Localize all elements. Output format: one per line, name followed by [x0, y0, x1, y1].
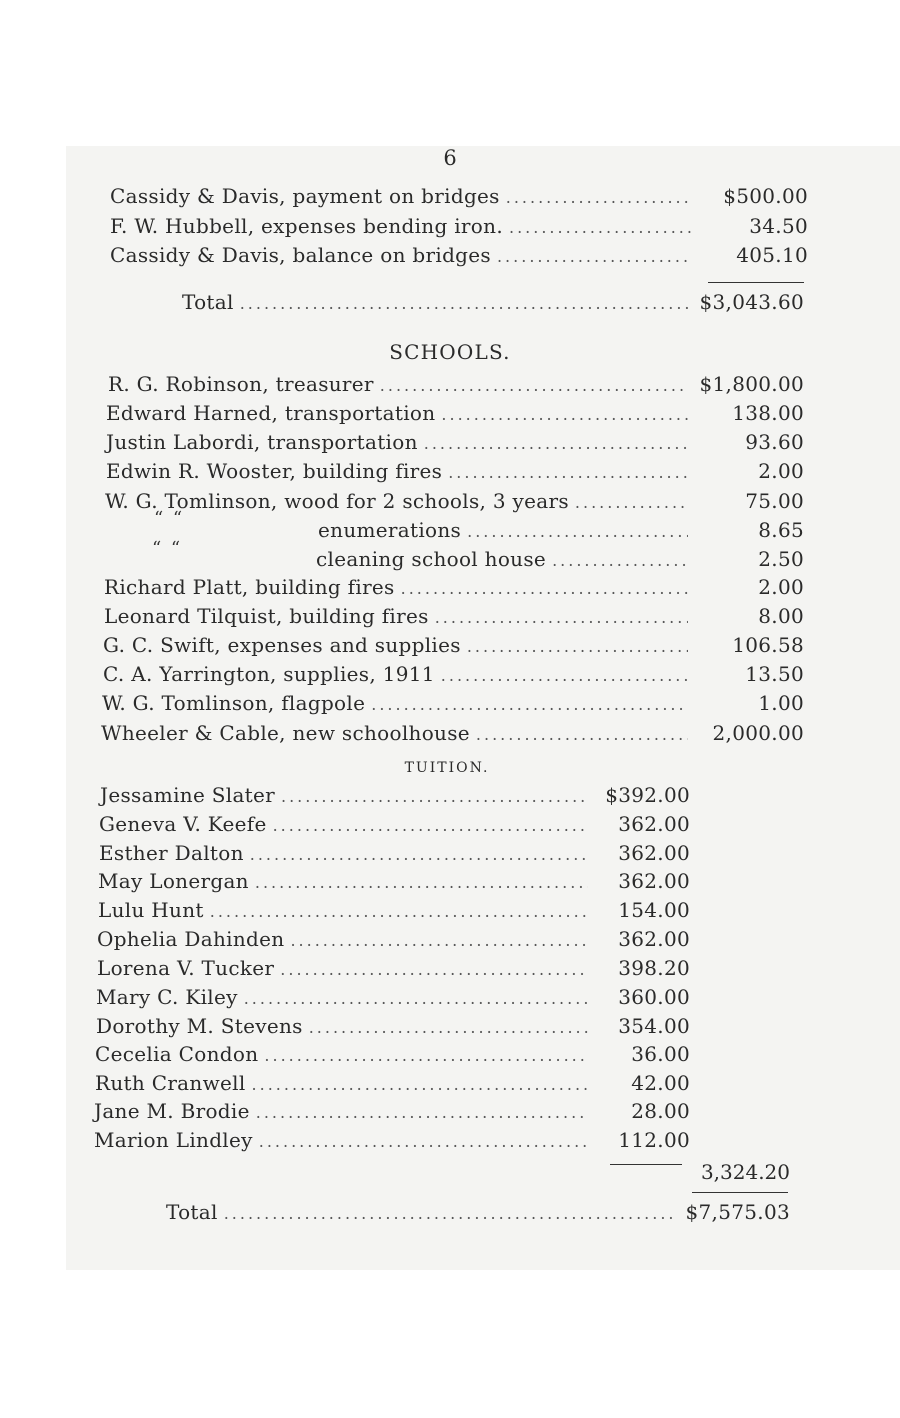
leader-dots — [250, 841, 588, 869]
entry-label: Edward Harned, transportation — [106, 401, 436, 425]
entry-label: W. G. Tomlinson, flagpole — [102, 691, 366, 715]
leader-dots — [435, 604, 688, 632]
entry-label: Wheeler & Cable, new schoolhouse — [101, 721, 470, 745]
entry-amount: 138.00 — [732, 401, 804, 425]
leader-dots — [509, 214, 692, 242]
tuition-amount: 360.00 — [618, 985, 690, 1009]
ledger-row — [103, 660, 804, 688]
ledger-row — [104, 573, 804, 601]
total-label: Total — [166, 1200, 218, 1224]
entry-label: enumerations — [318, 518, 462, 542]
entry-label: Cassidy & Davis, balance on bridges — [110, 243, 491, 267]
page-number: 6 — [443, 146, 457, 170]
student-name: Jessamine Slater — [100, 783, 275, 807]
entry-label: Edwin R. Wooster, building fires — [106, 459, 443, 483]
ledger-row — [316, 545, 804, 573]
schools-heading: SCHOOLS. — [389, 340, 511, 364]
tuition-amount: 362.00 — [618, 869, 690, 893]
leader-dots — [259, 1128, 588, 1156]
total-row — [182, 288, 804, 316]
leader-dots — [467, 633, 688, 661]
leader-dots — [256, 1099, 588, 1127]
leader-dots — [273, 812, 588, 840]
leader-dots — [552, 547, 688, 575]
tuition-amount: 362.00 — [618, 927, 690, 951]
leader-dots — [448, 459, 688, 487]
leader-dots — [240, 290, 688, 318]
student-name: Ophelia Dahinden — [97, 927, 285, 951]
ditto-marks: “ “ — [154, 508, 185, 529]
ledger-row — [103, 631, 804, 659]
tuition-row — [100, 781, 690, 809]
student-name: Dorothy M. Stevens — [96, 1014, 303, 1038]
ledger-row — [106, 428, 804, 456]
leader-dots — [264, 1042, 588, 1070]
tuition-amount: 398.20 — [618, 956, 690, 980]
total-label: Total — [182, 290, 234, 314]
tuition-row — [98, 867, 690, 895]
entry-label: Cassidy & Davis, payment on bridges — [110, 184, 500, 208]
entry-amount: 2.00 — [758, 459, 804, 483]
entry-label: Richard Platt, building fires — [104, 575, 395, 599]
entry-amount: 8.00 — [758, 604, 804, 628]
sum-rule — [708, 282, 804, 283]
entry-amount: 2,000.00 — [712, 721, 804, 745]
student-name: Lulu Hunt — [98, 898, 204, 922]
entry-label: Justin Labordi, transportation — [106, 430, 418, 454]
leader-dots — [380, 372, 688, 400]
leader-dots — [281, 783, 588, 811]
student-name: Lorena V. Tucker — [97, 956, 275, 980]
entry-label: R. G. Robinson, treasurer — [108, 372, 374, 396]
leader-dots — [371, 691, 688, 719]
student-name: Geneva V. Keefe — [99, 812, 267, 836]
tuition-row — [95, 1040, 690, 1068]
tuition-row — [99, 839, 690, 867]
tuition-amount: 28.00 — [631, 1099, 690, 1123]
ditto-marks: “ “ — [152, 538, 183, 559]
student-name: Jane M. Brodie — [94, 1099, 250, 1123]
tuition-amount: 112.00 — [618, 1128, 690, 1152]
entry-amount: 34.50 — [749, 214, 808, 238]
tuition-row — [96, 983, 690, 1011]
leader-dots — [290, 927, 588, 955]
tuition-amount: 362.00 — [618, 812, 690, 836]
ledger-row — [106, 399, 804, 427]
entry-amount: 2.00 — [758, 575, 804, 599]
entry-amount: 2.50 — [758, 547, 804, 571]
tuition-amount: 362.00 — [618, 841, 690, 865]
leader-dots — [252, 1071, 588, 1099]
tuition-row — [98, 896, 690, 924]
entry-label: Leonard Tilquist, building fires — [104, 604, 429, 628]
entry-label: C. A. Yarrington, supplies, 1911 — [103, 662, 435, 686]
student-name: Cecelia Condon — [95, 1042, 259, 1066]
leader-dots — [244, 985, 588, 1013]
student-name: Esther Dalton — [99, 841, 244, 865]
entry-amount: $1,800.00 — [699, 372, 804, 396]
ledger-row — [110, 241, 808, 269]
tuition-row — [99, 810, 690, 838]
leader-dots — [506, 184, 692, 212]
tuition-amount: $392.00 — [605, 783, 690, 807]
ledger-row — [105, 487, 804, 515]
tuition-amount: 42.00 — [631, 1071, 690, 1095]
ledger-row — [101, 719, 804, 747]
entry-amount: $500.00 — [723, 184, 808, 208]
student-name: Mary C. Kiley — [96, 985, 238, 1009]
ledger-row — [108, 370, 804, 398]
ledger-row — [104, 602, 804, 630]
leader-dots — [467, 518, 688, 546]
sum-rule — [692, 1192, 788, 1193]
leader-dots — [476, 721, 688, 749]
entry-label: W. G. Tomlinson, wood for 2 schools, 3 years — [105, 489, 569, 513]
total-amount: $3,043.60 — [699, 290, 804, 314]
entry-amount: 106.58 — [732, 633, 804, 657]
entry-amount: 93.60 — [745, 430, 804, 454]
leader-dots — [424, 430, 688, 458]
leader-dots — [401, 575, 688, 603]
grand-total-row — [166, 1198, 790, 1226]
leader-dots — [255, 869, 588, 897]
leader-dots — [441, 401, 688, 429]
leader-dots — [441, 662, 688, 690]
grand-total-amount: $7,575.03 — [685, 1200, 790, 1224]
tuition-amount: 154.00 — [618, 898, 690, 922]
tuition-row — [96, 1012, 690, 1040]
tuition-row — [94, 1126, 690, 1154]
leader-dots — [575, 489, 688, 517]
tuition-row — [97, 925, 690, 953]
ledger-row — [110, 212, 808, 240]
leader-dots — [497, 243, 692, 271]
entry-label: F. W. Hubbell, expenses bending iron. — [110, 214, 503, 238]
entry-amount: 8.65 — [758, 518, 804, 542]
leader-dots — [224, 1200, 674, 1228]
entry-label: G. C. Swift, expenses and supplies — [103, 633, 461, 657]
entry-label: cleaning school house — [316, 547, 547, 571]
tuition-sum-rule — [610, 1164, 682, 1165]
student-name: Marion Lindley — [94, 1128, 253, 1152]
student-name: May Lonergan — [98, 869, 249, 893]
entry-amount: 1.00 — [758, 691, 804, 715]
tuition-amount: 354.00 — [618, 1014, 690, 1038]
entry-amount: 405.10 — [736, 243, 808, 267]
leader-dots — [210, 898, 588, 926]
tuition-row — [94, 1097, 690, 1125]
entry-amount: 13.50 — [745, 662, 804, 686]
ledger-row — [106, 457, 804, 485]
entry-amount: 75.00 — [745, 489, 804, 513]
tuition-row — [97, 954, 690, 982]
ledger-row — [318, 516, 804, 544]
ledger-row — [102, 689, 804, 717]
tuition-amount: 36.00 — [631, 1042, 690, 1066]
tuition-row — [95, 1069, 690, 1097]
leader-dots — [280, 956, 588, 984]
leader-dots — [309, 1014, 588, 1042]
student-name: Ruth Cranwell — [95, 1071, 246, 1095]
tuition-heading: TUITION. — [404, 760, 490, 776]
ledger-row — [110, 182, 808, 210]
tuition-subtotal: 3,324.20 — [700, 1160, 790, 1184]
